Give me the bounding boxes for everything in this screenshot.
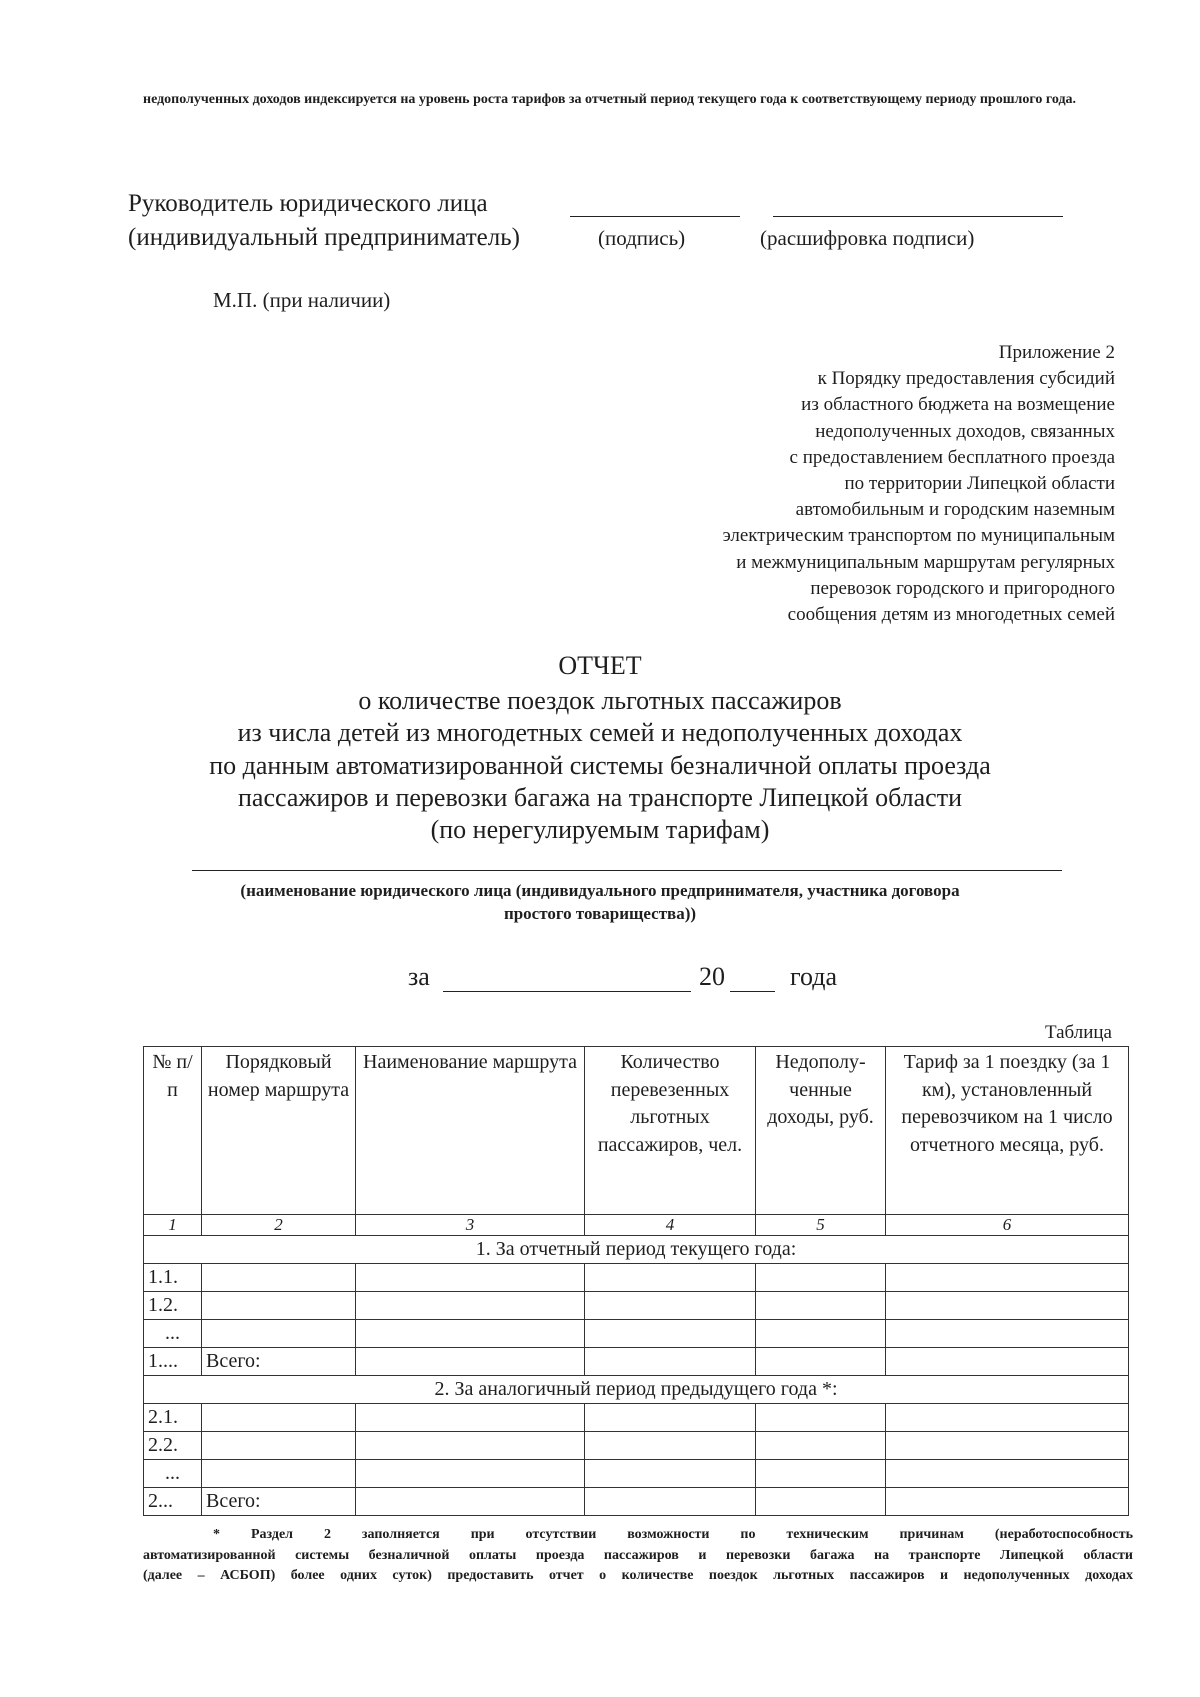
row-number: ...: [144, 1460, 202, 1488]
empty-cell: [886, 1404, 1129, 1432]
table-row: [144, 1460, 1129, 1488]
period-year: 20: [699, 962, 725, 991]
appendix-line: электрическим транспортом по муниципальным: [722, 525, 1115, 547]
table-row: [144, 1320, 1129, 1348]
period-year-blank: [730, 991, 775, 992]
empty-cell: [585, 1488, 756, 1516]
signatory-title-line2: (индивидуальный предприниматель): [128, 224, 520, 251]
report-title-line: пассажиров и перевозки багажа на транспорте Липецкой области: [237, 782, 962, 812]
stamp-label: М.П. (при наличии): [213, 288, 391, 312]
signature-label: (подпись): [598, 226, 686, 250]
appendix-line: по территории Липецкой области: [844, 473, 1115, 495]
appendix-line: к Порядку предоставления субсидий: [817, 368, 1115, 390]
table-header-row: [144, 1047, 1129, 1215]
table-header-cell: Наименование маршрута: [356, 1047, 585, 1215]
column-number: 3: [356, 1215, 585, 1236]
footnote-line: (далее – АСБОП) более одних суток) предоставить отчет о количестве поездок льготных пассажиров и недополученных доходах: [143, 1568, 1133, 1583]
column-number: 1: [144, 1215, 202, 1236]
empty-cell: [356, 1404, 585, 1432]
empty-cell: [356, 1432, 585, 1460]
report-title-line: из числа детей из многодетных семей и недополученных доходах: [237, 718, 963, 748]
footnote-line: * Раздел 2 заполняется при отсутствии возможности по техническим причинам (неработоспособность: [213, 1527, 1133, 1542]
report-title: [0, 685, 1200, 846]
empty-cell: [356, 1320, 585, 1348]
route-cell: Всего:: [202, 1488, 356, 1516]
intro-paragraph: недополученных доходов индексируется на уровень роста тарифов за отчетный период текущего года к соответствующему периоду прошлого года.: [143, 92, 1077, 107]
empty-cell: [585, 1292, 756, 1320]
section2-title: 2. За аналогичный период предыдущего года *:: [144, 1376, 1129, 1404]
empty-cell: [756, 1348, 886, 1376]
route-cell: [202, 1432, 356, 1460]
route-cell: Всего:: [202, 1348, 356, 1376]
column-number: 2: [202, 1215, 356, 1236]
route-cell: [202, 1404, 356, 1432]
empty-cell: [756, 1404, 886, 1432]
row-number: 1....: [144, 1348, 202, 1376]
column-number: 4: [585, 1215, 756, 1236]
empty-cell: [585, 1432, 756, 1460]
table-row: [144, 1292, 1129, 1320]
empty-cell: [585, 1264, 756, 1292]
table-section-row: [144, 1376, 1129, 1404]
empty-cell: [356, 1460, 585, 1488]
period-prefix: за: [408, 962, 430, 991]
empty-cell: [886, 1264, 1129, 1292]
appendix-line: перевозок городского и пригородного: [810, 577, 1115, 599]
empty-cell: [886, 1460, 1129, 1488]
empty-cell: [756, 1264, 886, 1292]
route-cell: [202, 1292, 356, 1320]
empty-cell: [356, 1292, 585, 1320]
table-row: [144, 1348, 1129, 1376]
signature-decoding-line: [773, 216, 1063, 217]
table-caption: Таблица: [1044, 1022, 1112, 1043]
appendix-line: из областного бюджета на возмещение: [801, 394, 1115, 416]
row-number: 1.1.: [144, 1264, 202, 1292]
footnote-line: автоматизированной системы безналичной оплаты проезда пассажиров и перевозки багажа на транспорте Липецкой области: [143, 1547, 1133, 1563]
organization-name-label-line1: (наименование юридического лица (индивидуального предпринимателя, участника договора: [240, 881, 960, 900]
table-header-cell: № п/п: [144, 1047, 202, 1215]
table-header-cell: Количество перевезенных льготных пассажиров, чел.: [585, 1047, 756, 1215]
empty-cell: [585, 1460, 756, 1488]
appendix-line: с предоставлением бесплатного проезда: [789, 446, 1115, 468]
empty-cell: [886, 1432, 1129, 1460]
table-header-cell: Порядковый номер маршрута: [202, 1047, 356, 1215]
appendix-line: и межмуниципальным маршрутам регулярных: [736, 551, 1115, 573]
empty-cell: [756, 1488, 886, 1516]
empty-cell: [356, 1264, 585, 1292]
signature-line: [570, 216, 740, 217]
table-row: [144, 1432, 1129, 1460]
row-number: 2...: [144, 1488, 202, 1516]
empty-cell: [585, 1404, 756, 1432]
report-title-line: по данным автоматизированной системы безналичной оплаты проезда: [209, 750, 991, 780]
table-row: [144, 1264, 1129, 1292]
route-cell: [202, 1460, 356, 1488]
empty-cell: [756, 1320, 886, 1348]
row-number: ...: [144, 1320, 202, 1348]
empty-cell: [886, 1292, 1129, 1320]
footnote: [143, 1525, 1133, 1587]
empty-cell: [756, 1292, 886, 1320]
table-section-row: [144, 1236, 1129, 1264]
appendix-line: автомобильным и городским наземным: [795, 499, 1115, 521]
empty-cell: [356, 1348, 585, 1376]
appendix-line: недополученных доходов, связанных: [815, 420, 1115, 442]
report-table: [143, 1046, 1129, 1516]
empty-cell: [756, 1432, 886, 1460]
signatory-title-line1: Руководитель юридического лица: [128, 190, 488, 217]
row-number: 2.1.: [144, 1404, 202, 1432]
row-number: 1.2.: [144, 1292, 202, 1320]
table-header-cell: Недополу-ченные доходы, руб.: [756, 1047, 886, 1215]
empty-cell: [585, 1348, 756, 1376]
organization-name-label-line2: простого товарищества)): [503, 904, 697, 923]
empty-cell: [356, 1488, 585, 1516]
column-number: 6: [886, 1215, 1129, 1236]
column-number: 5: [756, 1215, 886, 1236]
period-suffix: года: [790, 962, 838, 991]
empty-cell: [756, 1460, 886, 1488]
table-row: [144, 1488, 1129, 1516]
appendix-line: Приложение 2: [998, 342, 1115, 363]
period-blank: [443, 991, 691, 992]
section1-title: 1. За отчетный период текущего года:: [144, 1236, 1129, 1264]
report-heading: ОТЧЕТ: [558, 651, 642, 680]
organization-name-line: [192, 870, 1062, 871]
signature-decoding-label: (расшифровка подписи): [760, 226, 975, 250]
empty-cell: [886, 1348, 1129, 1376]
route-cell: [202, 1320, 356, 1348]
row-number: 2.2.: [144, 1432, 202, 1460]
appendix-line: сообщения детям из многодетных семей: [787, 604, 1115, 626]
organization-name-label: [0, 879, 1200, 925]
empty-cell: [585, 1320, 756, 1348]
route-cell: [202, 1264, 356, 1292]
empty-cell: [886, 1320, 1129, 1348]
table-header-cell: Тариф за 1 поездку (за 1 км), установленный перевозчиком на 1 число отчетного месяца, руб.: [886, 1047, 1129, 1215]
table-row: [144, 1404, 1129, 1432]
report-title-line: о количестве поездок льготных пассажиров: [358, 686, 842, 715]
report-title-line: (по нерегулируемым тарифам): [430, 815, 770, 845]
empty-cell: [886, 1488, 1129, 1516]
table-column-numbers-row: [144, 1215, 1129, 1236]
appendix-block: [595, 340, 1115, 628]
